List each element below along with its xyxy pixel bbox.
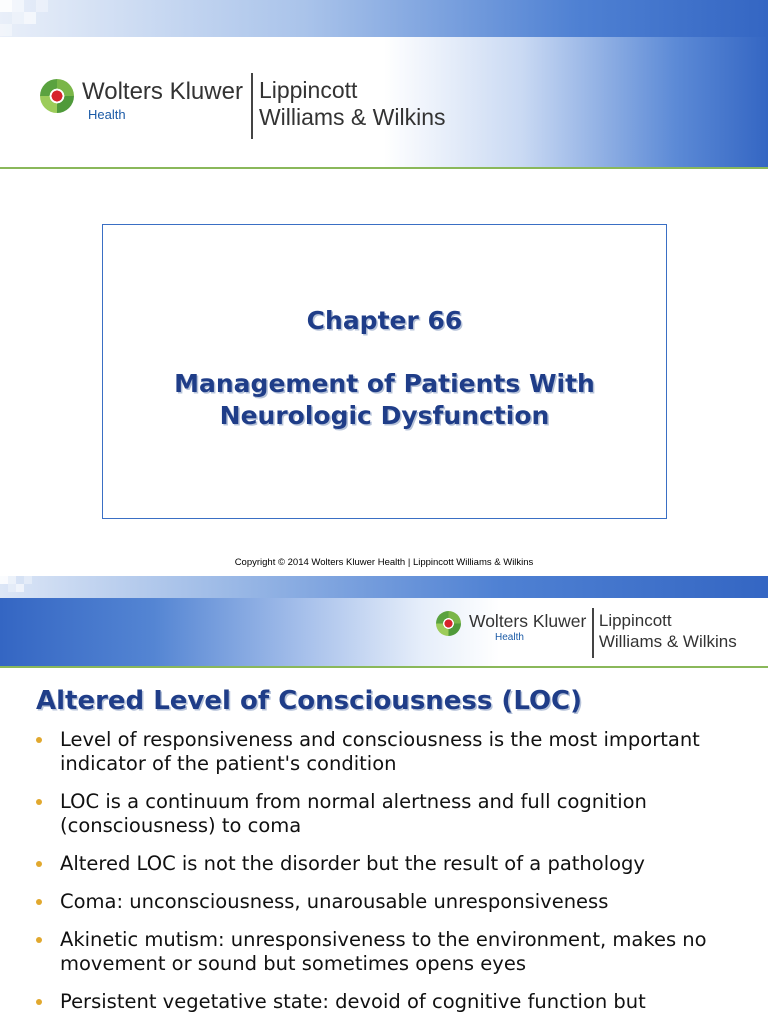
bullet-dot-icon bbox=[36, 899, 42, 905]
bullet-item bbox=[36, 990, 756, 1014]
lww-line1: Lippincott bbox=[258, 77, 358, 103]
slide-title: Altered Level of Consciousness (LOC) bbox=[36, 686, 583, 716]
wk-name: Wolters Kluwer bbox=[469, 611, 587, 631]
bullet-item bbox=[36, 928, 756, 976]
bullet-dot-icon bbox=[36, 861, 42, 867]
header-top-band bbox=[0, 576, 768, 598]
wk-health: Health bbox=[495, 632, 524, 643]
logo-divider bbox=[251, 73, 253, 139]
bullet-list bbox=[36, 728, 756, 1024]
chapter-title: Chapter 66 bbox=[306, 306, 463, 335]
bullet-item bbox=[36, 890, 756, 914]
bullet-text: Persistent vegetative state: devoid of cognitive function but bbox=[60, 990, 646, 1013]
publisher-logo bbox=[436, 610, 737, 658]
bullet-dot-icon bbox=[36, 799, 42, 805]
header-decorative-squares bbox=[0, 576, 40, 598]
header-rule bbox=[0, 167, 768, 169]
publisher-logo bbox=[40, 77, 446, 139]
wk-name: Wolters Kluwer bbox=[82, 78, 243, 105]
lww-line2: Williams & Wilkins bbox=[258, 104, 446, 130]
bullet-dot-icon bbox=[36, 937, 42, 943]
bullet-text: Level of responsiveness and consciousness is the most important indicator of the patient's condition bbox=[60, 728, 700, 775]
content-slide bbox=[0, 576, 768, 1024]
wk-globe-icon bbox=[40, 79, 74, 113]
bullet-item bbox=[36, 852, 756, 876]
header-top-band bbox=[0, 0, 768, 37]
chapter-subtitle: Management of Patients With Neurologic Dysfunction bbox=[174, 369, 595, 430]
title-box bbox=[102, 224, 667, 519]
header-rule bbox=[0, 666, 768, 668]
bullet-dot-icon bbox=[36, 999, 42, 1005]
header-decorative-squares bbox=[0, 0, 60, 37]
bullet-text: Coma: unconsciousness, unarousable unresponsiveness bbox=[60, 890, 609, 913]
wk-globe-icon bbox=[436, 611, 461, 636]
lww-line1: Lippincott bbox=[598, 611, 672, 630]
bullet-dot-icon bbox=[36, 737, 42, 743]
bullet-item bbox=[36, 790, 756, 838]
bullet-text: Altered LOC is not the disorder but the result of a pathology bbox=[60, 852, 645, 875]
copyright-notice: Copyright © 2014 Wolters Kluwer Health | Lippincott Williams & Wilkins bbox=[234, 557, 534, 568]
logo-divider bbox=[592, 608, 594, 658]
bullet-text: Akinetic mutism: unresponsiveness to the environment, makes no movement or sound but sometimes opens eyes bbox=[60, 928, 707, 975]
bullet-text: LOC is a continuum from normal alertness and full cognition (consciousness) to coma bbox=[60, 790, 647, 837]
wk-health: Health bbox=[88, 107, 126, 122]
bullet-item bbox=[36, 728, 756, 776]
lww-line2: Williams & Wilkins bbox=[598, 632, 737, 651]
